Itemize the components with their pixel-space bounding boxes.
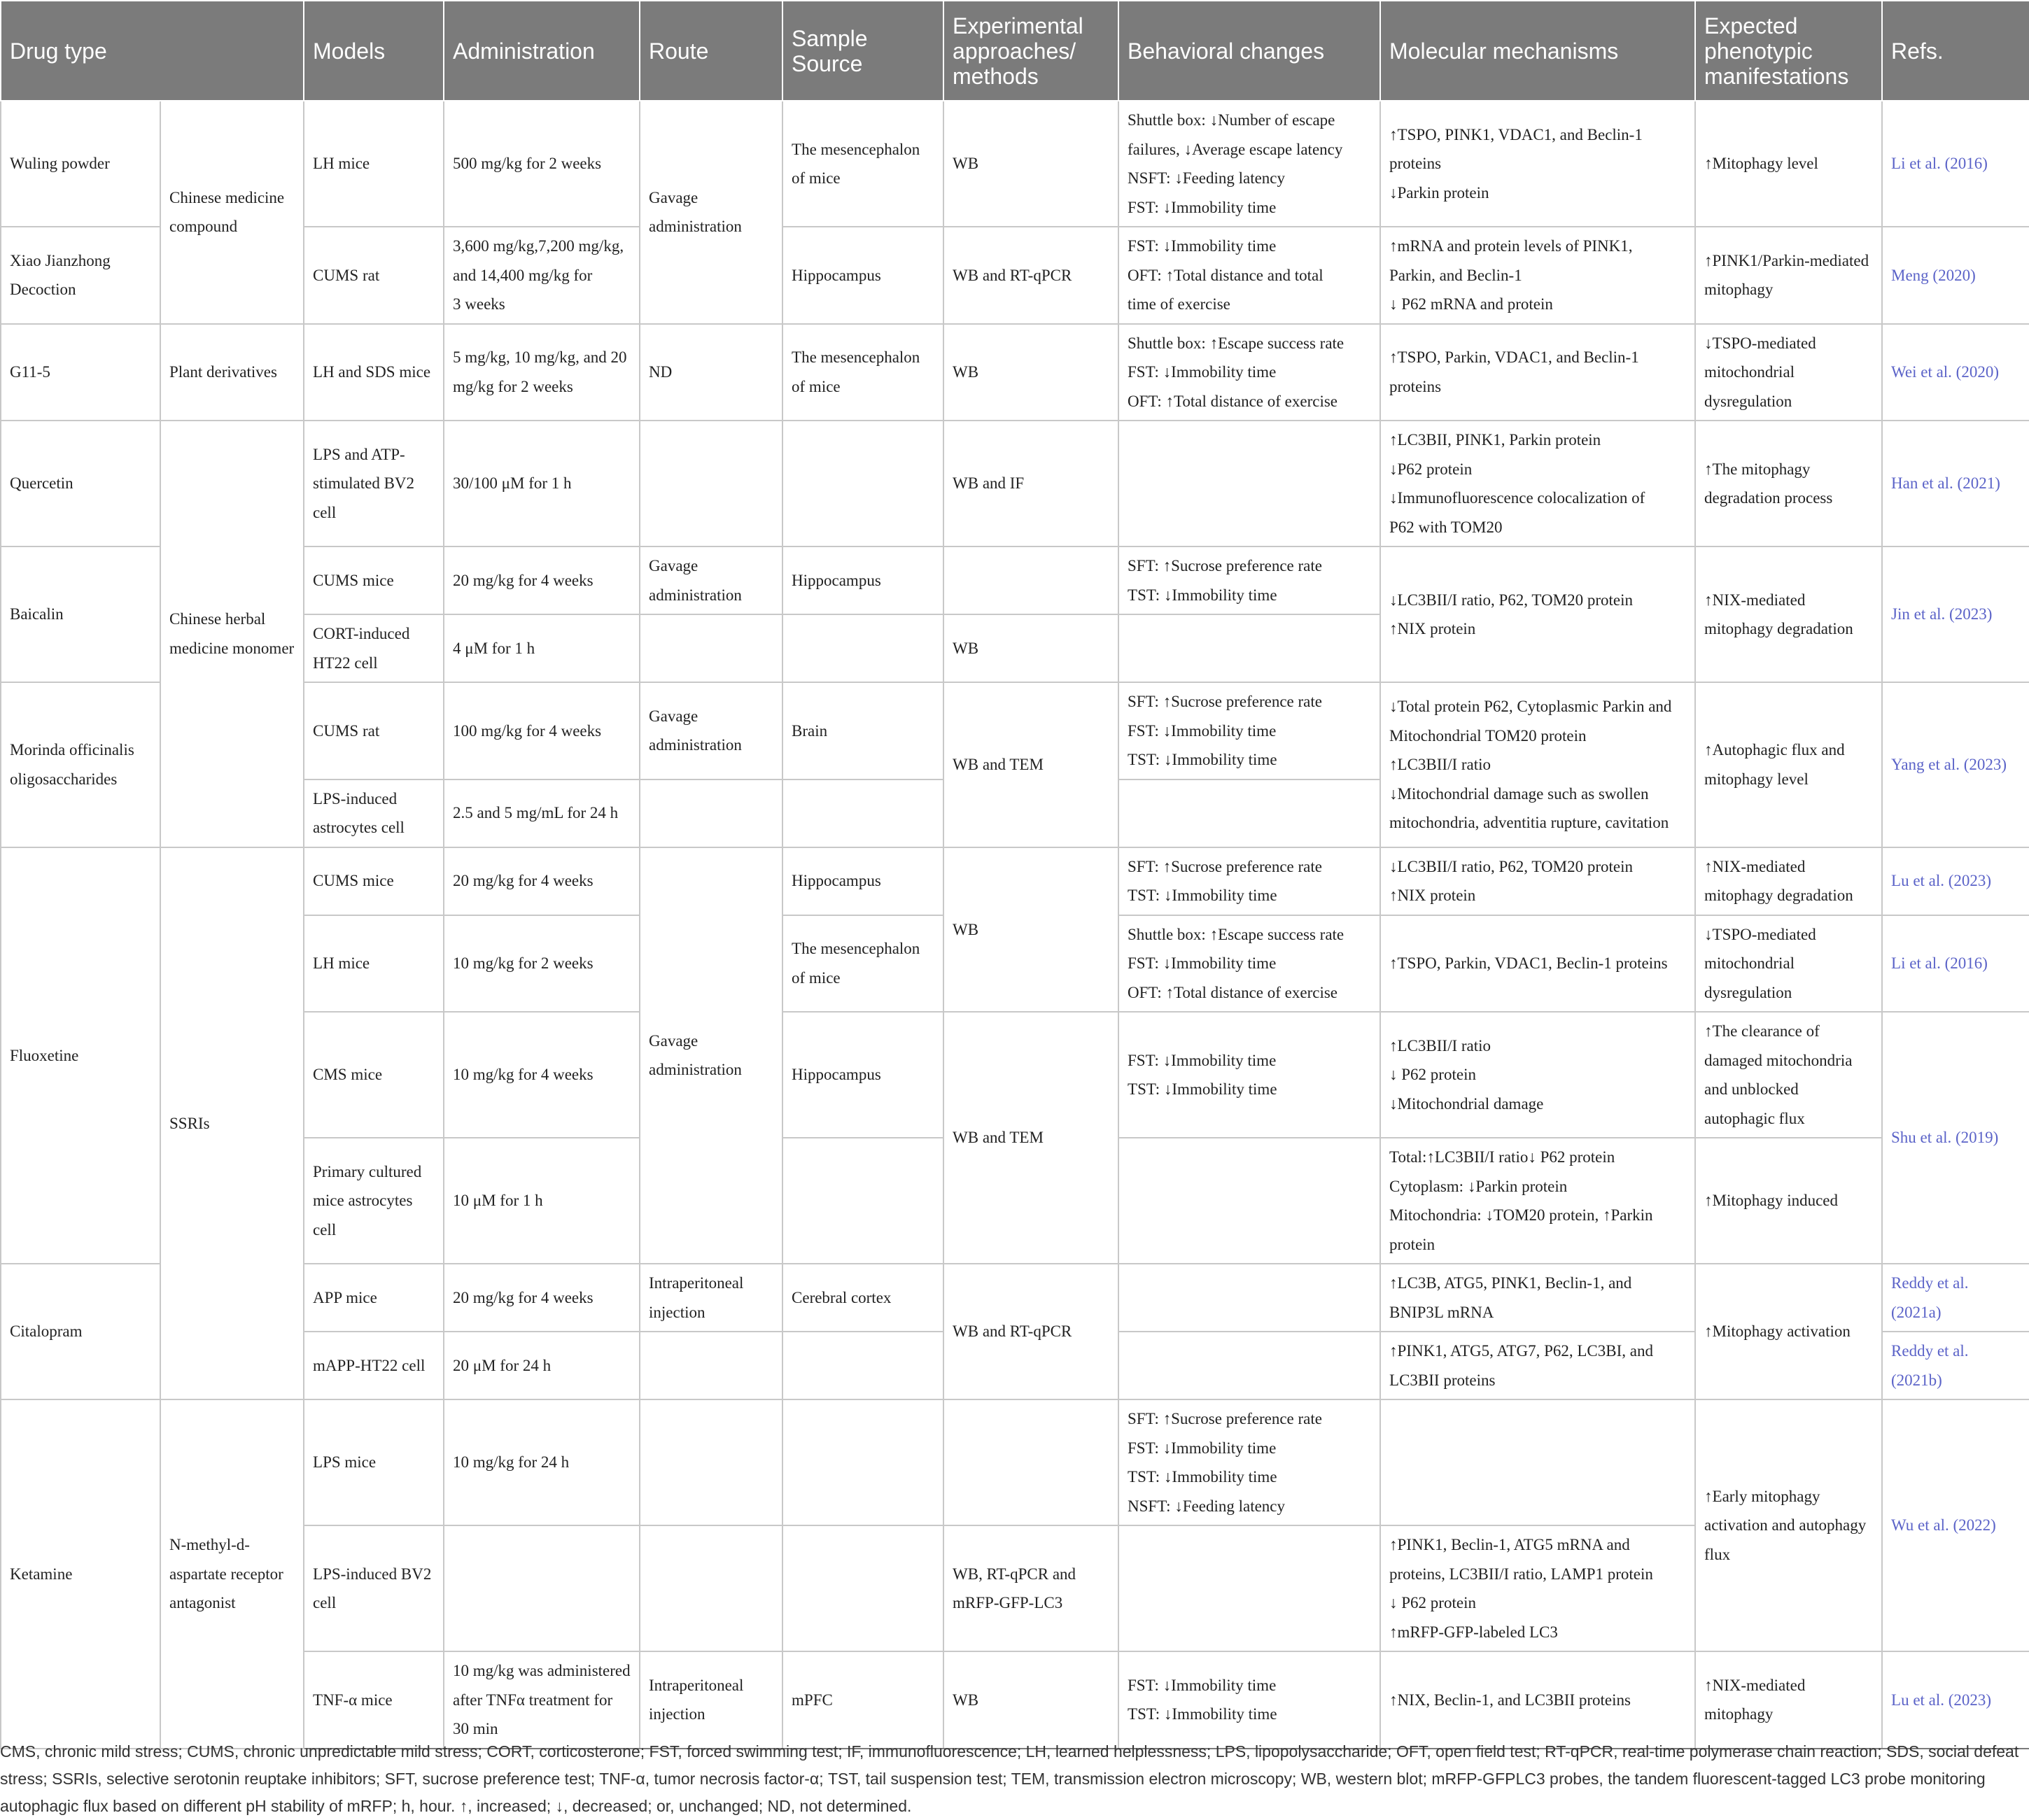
- model-cell: LPS mice: [304, 1399, 444, 1525]
- behavior-cell: [1118, 421, 1380, 546]
- mechanism-line: LC3BII proteins: [1389, 1371, 1496, 1389]
- mechanism-line: ↑NIX, Beclin-1, and LC3BII proteins: [1389, 1691, 1631, 1709]
- sample-cell: [782, 780, 943, 847]
- behavior-cell: [1118, 1264, 1380, 1332]
- mechanism-cell: [1380, 1012, 1695, 1138]
- sample-cell: Hippocampus: [782, 227, 943, 324]
- mechanism-line: Total:↑LC3BII/I ratio↓ P62 protein: [1389, 1148, 1615, 1166]
- sample-cell: Hippocampus: [782, 847, 943, 915]
- method-cell: WB and TEM: [943, 1012, 1118, 1264]
- mechanism-line: ↑TSPO, Parkin, VDAC1, and Beclin-1: [1389, 348, 1639, 367]
- mechanism-line: ↓ P62 protein: [1389, 1594, 1476, 1611]
- mechanism-line: ↑NIX protein: [1389, 620, 1476, 637]
- behavior-cell: [1118, 614, 1380, 682]
- mechanism-line: ↑LC3BII/I ratio: [1389, 756, 1491, 773]
- mechanism-line: ↑LC3BII/I ratio: [1389, 1036, 1491, 1054]
- mechanism-cell: [1380, 1525, 1695, 1651]
- model-cell: APP mice: [304, 1264, 444, 1332]
- phenotype-cell: ↑Mitophagy activation: [1695, 1264, 1882, 1399]
- administration-cell: 20 mg/kg for 4 weeks: [444, 546, 640, 614]
- administration-cell: 30/100 μM for 1 h: [444, 421, 640, 546]
- behavior-line: OFT: ↑Total distance and total: [1128, 266, 1324, 284]
- behavior-line: Shuttle box: ↓Number of escape: [1128, 111, 1335, 129]
- drug-category: N-methyl-d-aspartate receptor antagonist: [160, 1399, 304, 1749]
- mechanism-line: ↓ P62 protein: [1389, 1066, 1476, 1084]
- mechanism-line: ↑mRFP-GFP-labeled LC3: [1389, 1623, 1558, 1641]
- mechanism-line: ↓P62 protein: [1389, 460, 1473, 478]
- table-row: [1, 1264, 2029, 1332]
- reference-link[interactable]: Meng (2020): [1882, 227, 2029, 324]
- header-behavioral-changes: Behavioral changes: [1118, 1, 1380, 101]
- reference-link[interactable]: Reddy et al. (2021a): [1882, 1264, 2029, 1332]
- phenotype-cell: ↑The clearance of damaged mitochondria and unblocked autophagic flux: [1695, 1012, 1882, 1138]
- sample-cell: [782, 1332, 943, 1399]
- mechanism-line: protein: [1389, 1235, 1435, 1253]
- behavior-line: failures, ↓Average escape latency: [1128, 140, 1343, 158]
- model-cell: CUMS rat: [304, 227, 444, 324]
- model-cell: CUMS mice: [304, 847, 444, 915]
- model-cell: CUMS mice: [304, 546, 444, 614]
- administration-cell: 4 μM for 1 h: [444, 614, 640, 682]
- administration-line: and 14,400 mg/kg for: [453, 266, 593, 284]
- administration-cell: 5 mg/kg, 10 mg/kg, and 20 mg/kg for 2 weeks: [444, 324, 640, 421]
- behavior-line: SFT: ↑Sucrose preference rate: [1128, 557, 1322, 574]
- table-row: [1, 421, 2029, 546]
- mechanism-line: ↑LC3BII, PINK1, Parkin protein: [1389, 431, 1601, 449]
- administration-cell: 10 mg/kg for 4 weeks: [444, 1012, 640, 1138]
- route-cell: Gavage administration: [640, 101, 782, 324]
- administration-cell: 10 μM for 1 h: [444, 1138, 640, 1264]
- mechanism-line: ↓Mitochondrial damage: [1389, 1094, 1544, 1113]
- behavior-cell: [1118, 546, 1380, 614]
- table-row: [1, 227, 2029, 324]
- method-cell: WB and RT-qPCR: [943, 227, 1118, 324]
- behavior-line: Shuttle box: ↑Escape success rate: [1128, 925, 1345, 943]
- mechanism-line: mitochondria, adventitia rupture, cavitation: [1389, 814, 1669, 831]
- administration-cell: 500 mg/kg for 2 weeks: [444, 101, 640, 227]
- model-cell: LPS-induced BV2 cell: [304, 1525, 444, 1651]
- administration-cell: 10 mg/kg was administered after TNFα treatment for 30 min: [444, 1651, 640, 1749]
- mechanism-line: ↑TSPO, PINK1, VDAC1, and Beclin-1: [1389, 125, 1643, 143]
- behavior-cell: [1118, 682, 1380, 780]
- phenotype-cell: ↑NIX-mediated mitophagy: [1695, 1651, 1882, 1749]
- mechanism-cell: [1380, 682, 1695, 847]
- model-cell: LH mice: [304, 915, 444, 1013]
- sample-cell: [782, 1138, 943, 1264]
- mechanism-line: ↓LC3BII/I ratio, P62, TOM20 protein: [1389, 857, 1633, 875]
- behavior-cell: [1118, 780, 1380, 847]
- table-row: [1, 546, 2029, 614]
- method-cell: [943, 1399, 1118, 1525]
- behavior-line: SFT: ↑Sucrose preference rate: [1128, 1410, 1322, 1427]
- behavior-cell: [1118, 1332, 1380, 1399]
- header-route: Route: [640, 1, 782, 101]
- administration-cell: [444, 1525, 640, 1651]
- header-row: [1, 1, 2029, 101]
- behavior-line: FST: ↓Immobility time: [1128, 721, 1277, 740]
- behavior-line: TST: ↓Immobility time: [1128, 1705, 1277, 1723]
- route-cell: [640, 1399, 782, 1525]
- mechanism-line: Parkin, and Beclin-1: [1389, 266, 1522, 284]
- administration-cell: 20 mg/kg for 4 weeks: [444, 1264, 640, 1332]
- method-cell: WB, RT-qPCR and mRFP-GFP-LC3: [943, 1525, 1118, 1651]
- administration-line: 3 weeks: [453, 295, 505, 313]
- behavior-line: NSFT: ↓Feeding latency: [1128, 169, 1286, 187]
- behavior-cell: [1118, 324, 1380, 421]
- behavior-line: TST: ↓Immobility time: [1128, 751, 1277, 768]
- behavior-line: FST: ↓Immobility time: [1128, 954, 1277, 972]
- header-refs: Refs.: [1882, 1, 2029, 101]
- route-cell: Intraperitoneal injection: [640, 1264, 782, 1332]
- route-cell: [640, 1525, 782, 1651]
- method-cell: WB: [943, 101, 1118, 227]
- mechanism-line: ↑LC3B, ATG5, PINK1, Beclin-1, and: [1389, 1274, 1632, 1292]
- method-cell: WB: [943, 1651, 1118, 1749]
- mechanism-cell: [1380, 1332, 1695, 1399]
- reference-link[interactable]: Yang et al. (2023): [1882, 682, 2029, 847]
- table-row: [1, 847, 2029, 915]
- model-cell: LH and SDS mice: [304, 324, 444, 421]
- phenotype-cell: ↓TSPO-mediated mitochondrial dysregulation: [1695, 324, 1882, 421]
- behavior-line: TST: ↓Immobility time: [1128, 1080, 1277, 1098]
- reference-link[interactable]: Shu et al. (2019): [1882, 1012, 2029, 1264]
- behavior-cell: [1118, 1012, 1380, 1138]
- table-footnote: CMS, chronic mild stress; CUMS, chronic unpredictable mild stress; CORT, corticosterone; FST, forced swimming test; IF, immunofluorescence; LH, learned helplessness; LPS, lipopolysaccharide; OFT, open field test; RT-qPCR, real-time polymerase chain reaction; SDS, social defeat stress; SSRIs, selective serotonin reuptake inhibitors; SFT, sucrose preference test; TNF-α, tumor necrosis factor-α; TST, tail suspension test; TEM, transmission electron microscopy; WB, western blot; mRFP-GFPLC3 probes, the tandem fluorescent-tagged LC3 probe monitoring autophagic flux based on different pH stability of mRFP; h, hour. ↑, increased; ↓, decreased; or, unchanged; ND, not determined.: [0, 1742, 2019, 1815]
- administration-cell: 10 mg/kg for 2 weeks: [444, 915, 640, 1013]
- model-cell: LH mice: [304, 101, 444, 227]
- mechanism-cell: [1380, 421, 1695, 546]
- model-cell: mAPP-HT22 cell: [304, 1332, 444, 1399]
- route-cell: [640, 780, 782, 847]
- behavior-line: NSFT: ↓Feeding latency: [1128, 1497, 1286, 1515]
- drug-name: Wuling powder: [1, 101, 160, 227]
- model-cell: LPS and ATP-stimulated BV2 cell: [304, 421, 444, 546]
- reference-link[interactable]: Wei et al. (2020): [1882, 324, 2029, 421]
- behavior-line: SFT: ↑Sucrose preference rate: [1128, 693, 1322, 710]
- model-cell: CUMS rat: [304, 682, 444, 780]
- sample-cell: Hippocampus: [782, 1012, 943, 1138]
- drug-category: Chinese herbal medicine monomer: [160, 421, 304, 847]
- sample-cell: Brain: [782, 682, 943, 780]
- mechanism-line: ↓LC3BII/I ratio, P62, TOM20 protein: [1389, 591, 1633, 609]
- mechanism-cell: [1380, 1138, 1695, 1264]
- method-cell: WB: [943, 614, 1118, 682]
- mechanism-cell: [1380, 1399, 1695, 1525]
- mechanism-line: Mitochondria: ↓TOM20 protein, ↑Parkin: [1389, 1206, 1653, 1224]
- method-cell: WB and IF: [943, 421, 1118, 546]
- behavior-line: FST: ↓Immobility time: [1128, 1676, 1277, 1694]
- mechanism-cell: [1380, 101, 1695, 227]
- reference-link[interactable]: Reddy et al. (2021b): [1882, 1332, 2029, 1399]
- behavior-cell: [1118, 1525, 1380, 1651]
- method-cell: WB: [943, 324, 1118, 421]
- behavior-line: TST: ↓Immobility time: [1128, 887, 1277, 904]
- behavior-line: OFT: ↑Total distance of exercise: [1128, 392, 1338, 410]
- route-cell: [640, 421, 782, 546]
- table-row: [1, 101, 2029, 227]
- administration-cell: 20 mg/kg for 4 weeks: [444, 847, 640, 915]
- mechanism-line: ↓Mitochondrial damage such as swollen: [1389, 784, 1649, 803]
- sample-cell: [782, 614, 943, 682]
- reference-link[interactable]: Jin et al. (2023): [1882, 546, 2029, 682]
- sample-cell: Hippocampus: [782, 546, 943, 614]
- phenotype-cell: ↑Autophagic flux and mitophagy level: [1695, 682, 1882, 847]
- mechanism-line: ↑NIX protein: [1389, 887, 1476, 904]
- header-experimental-methods: Experimental approaches/ methods: [943, 1, 1118, 101]
- drug-name: Quercetin: [1, 421, 160, 546]
- phenotype-cell: ↑NIX-mediated mitophagy degradation: [1695, 546, 1882, 682]
- mechanism-line: ↑mRNA and protein levels of PINK1,: [1389, 237, 1633, 255]
- model-cell: TNF-α mice: [304, 1651, 444, 1749]
- header-administration: Administration: [444, 1, 640, 101]
- table-row: [1, 682, 2029, 780]
- drug-category: SSRIs: [160, 847, 304, 1400]
- behavior-line: OFT: ↑Total distance of exercise: [1128, 983, 1338, 1001]
- mechanism-line: Cytoplasm: ↓Parkin protein: [1389, 1177, 1568, 1195]
- behavior-cell: [1118, 101, 1380, 227]
- mechanism-line: ↑TSPO, Parkin, VDAC1, Beclin-1 proteins: [1389, 954, 1668, 972]
- table-row: [1, 1012, 2029, 1138]
- model-cell: CMS mice: [304, 1012, 444, 1138]
- administration-line: 3,600 mg/kg,7,200 mg/kg,: [453, 237, 624, 255]
- sample-cell: [782, 1525, 943, 1651]
- behavior-cell: [1118, 847, 1380, 915]
- sample-cell: Cerebral cortex: [782, 1264, 943, 1332]
- reference-link[interactable]: Wu et al. (2022): [1882, 1399, 2029, 1651]
- behavior-cell: [1118, 227, 1380, 324]
- table-row: [1, 324, 2029, 421]
- administration-cell: [444, 227, 640, 324]
- sample-cell: mPFC: [782, 1651, 943, 1749]
- behavior-line: FST: ↓Immobility time: [1128, 198, 1277, 216]
- route-cell: Gavage administration: [640, 847, 782, 1264]
- sample-cell: The mesencephalon of mice: [782, 324, 943, 421]
- method-cell: WB and TEM: [943, 682, 1118, 847]
- drug-name: G11-5: [1, 324, 160, 421]
- mechanism-line: proteins: [1389, 155, 1442, 173]
- model-cell: Primary cultured mice astrocytes cell: [304, 1138, 444, 1264]
- method-cell: [943, 546, 1118, 614]
- sample-cell: [782, 421, 943, 546]
- phenotype-cell: ↑NIX-mediated mitophagy degradation: [1695, 847, 1882, 915]
- reference-link[interactable]: Lu et al. (2023): [1882, 847, 2029, 915]
- table-row: [1, 1651, 2029, 1749]
- header-models: Models: [304, 1, 444, 101]
- administration-cell: 20 μM for 24 h: [444, 1332, 640, 1399]
- route-cell: ND: [640, 324, 782, 421]
- sample-cell: [782, 1399, 943, 1525]
- reference-link[interactable]: Lu et al. (2023): [1882, 1651, 2029, 1749]
- mechanism-cell: [1380, 227, 1695, 324]
- behavior-line: TST: ↓Immobility time: [1128, 1468, 1277, 1486]
- behavior-cell: [1118, 1399, 1380, 1525]
- mechanism-cell: [1380, 1264, 1695, 1332]
- model-cell: CORT-induced HT22 cell: [304, 614, 444, 682]
- mechanism-line: BNIP3L mRNA: [1389, 1303, 1494, 1321]
- phenotype-cell: ↑Mitophagy induced: [1695, 1138, 1882, 1264]
- behavior-line: FST: ↓Immobility time: [1128, 237, 1277, 255]
- mechanism-line: ↑PINK1, ATG5, ATG7, P62, LC3BI, and: [1389, 1342, 1653, 1360]
- behavior-line: FST: ↓Immobility time: [1128, 1439, 1277, 1457]
- administration-cell: 10 mg/kg for 24 h: [444, 1399, 640, 1525]
- drug-name: Citalopram: [1, 1264, 160, 1399]
- behavior-line: SFT: ↑Sucrose preference rate: [1128, 857, 1322, 875]
- sample-cell: The mesencephalon of mice: [782, 915, 943, 1013]
- mechanism-line: ↑PINK1, Beclin-1, ATG5 mRNA and: [1389, 1536, 1630, 1553]
- mechanism-line: proteins: [1389, 377, 1442, 395]
- reference-link[interactable]: Li et al. (2016): [1882, 101, 2029, 227]
- mechanism-cell: [1380, 1651, 1695, 1749]
- route-cell: [640, 1332, 782, 1399]
- mechanism-cell: [1380, 847, 1695, 915]
- drug-name: Baicalin: [1, 546, 160, 682]
- route-cell: [640, 614, 782, 682]
- mechanism-line: ↓Total protein P62, Cytoplasmic Parkin and: [1389, 698, 1672, 715]
- drug-name: Morinda officinalis oligosaccharides: [1, 682, 160, 847]
- mechanism-line: ↓Parkin protein: [1389, 183, 1489, 202]
- drug-category: Chinese medicine compound: [160, 101, 304, 324]
- phenotype-cell: ↓TSPO-mediated mitochondrial dysregulation: [1695, 915, 1882, 1013]
- method-cell: WB and RT-qPCR: [943, 1264, 1118, 1399]
- mechanism-line: ↓ P62 mRNA and protein: [1389, 295, 1553, 313]
- mechanism-line: proteins, LC3BII/I ratio, LAMP1 protein: [1389, 1565, 1653, 1583]
- behavior-cell: [1118, 915, 1380, 1013]
- mechanism-line: ↓Immunofluorescence colocalization of: [1389, 489, 1645, 507]
- reference-link[interactable]: Li et al. (2016): [1882, 915, 2029, 1013]
- header-sample-source: Sample Source: [782, 1, 943, 101]
- mechanism-line: P62 with TOM20: [1389, 518, 1503, 536]
- behavior-line: Shuttle box: ↑Escape success rate: [1128, 334, 1345, 352]
- administration-cell: 100 mg/kg for 4 weeks: [444, 682, 640, 780]
- drug-name: Xiao Jianzhong Decoction: [1, 227, 160, 324]
- phenotype-cell: ↑PINK1/Parkin-mediated mitophagy: [1695, 227, 1882, 324]
- route-cell: Gavage administration: [640, 682, 782, 780]
- table-row: [1, 1399, 2029, 1525]
- header-molecular-mechanisms: Molecular mechanisms: [1380, 1, 1695, 101]
- drug-name: Fluoxetine: [1, 847, 160, 1264]
- mechanism-cell: [1380, 915, 1695, 1013]
- route-cell: Gavage administration: [640, 546, 782, 614]
- phenotype-cell: ↑Early mitophagy activation and autophagy flux: [1695, 1399, 1882, 1651]
- sample-cell: The mesencephalon of mice: [782, 101, 943, 227]
- mechanism-cell: [1380, 324, 1695, 421]
- route-cell: Intraperitoneal injection: [640, 1651, 782, 1749]
- header-drug-type: Drug type: [1, 1, 304, 101]
- behavior-line: time of exercise: [1128, 295, 1230, 313]
- phenotype-cell: ↑The mitophagy degradation process: [1695, 421, 1882, 546]
- drug-name: Ketamine: [1, 1399, 160, 1749]
- header-expected-phenotypes: Expected phenotypic manifestations: [1695, 1, 1882, 101]
- drug-category: Plant derivatives: [160, 324, 304, 421]
- behavior-line: TST: ↓Immobility time: [1128, 586, 1277, 604]
- method-cell: WB: [943, 847, 1118, 1013]
- behavior-cell: [1118, 1651, 1380, 1749]
- behavior-line: FST: ↓Immobility time: [1128, 1051, 1277, 1069]
- behavior-line: FST: ↓Immobility time: [1128, 363, 1277, 381]
- behavior-cell: [1118, 1138, 1380, 1264]
- reference-link[interactable]: Han et al. (2021): [1882, 421, 2029, 546]
- phenotype-cell: ↑Mitophagy level: [1695, 101, 1882, 227]
- administration-cell: 2.5 and 5 mg/mL for 24 h: [444, 780, 640, 847]
- model-cell: LPS-induced astrocytes cell: [304, 780, 444, 847]
- mechanism-cell: [1380, 546, 1695, 682]
- mechanism-line: Mitochondrial TOM20 protein: [1389, 726, 1587, 745]
